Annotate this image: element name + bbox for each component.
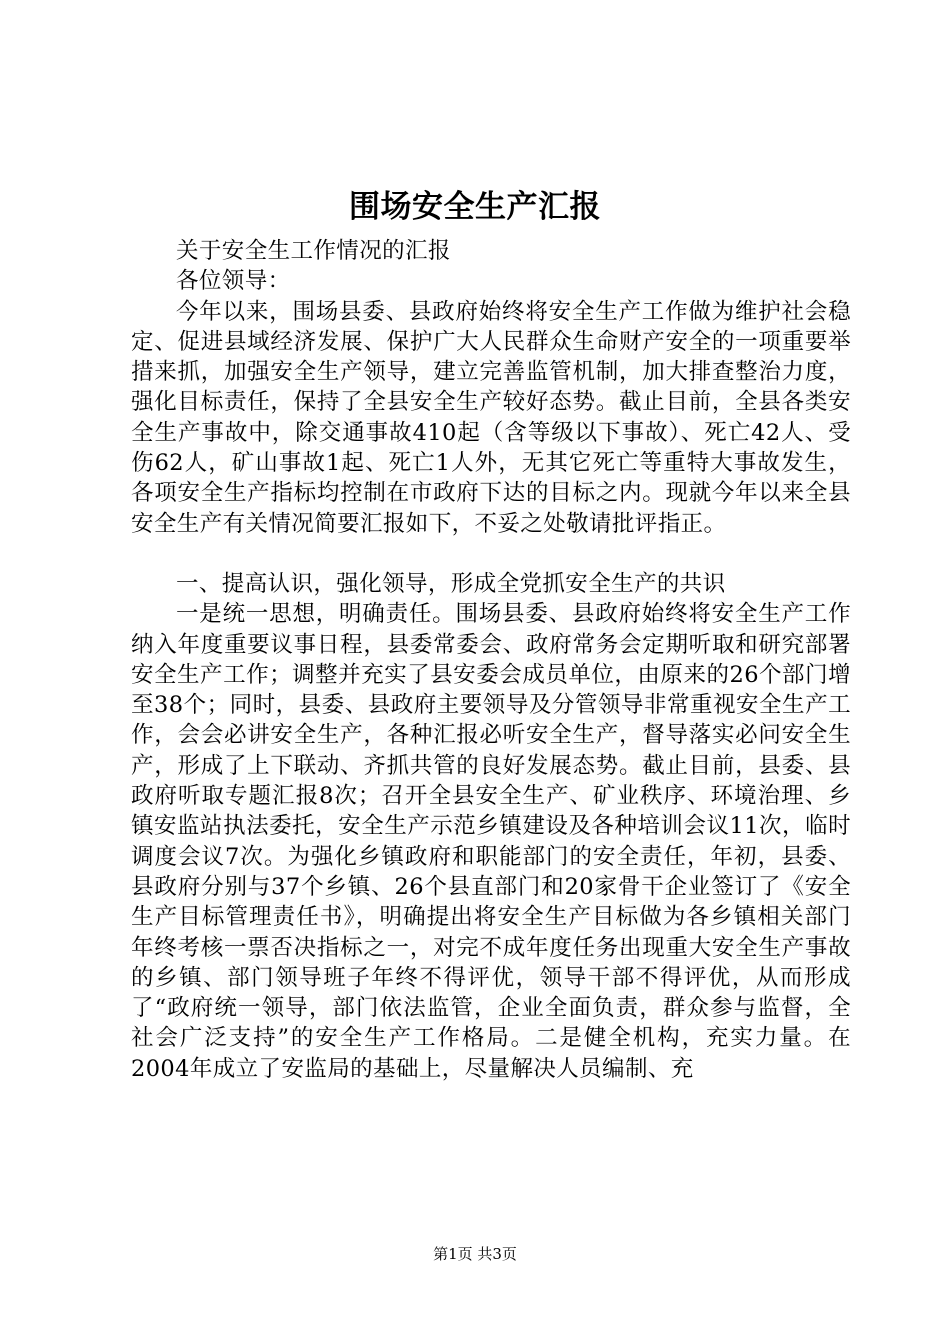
- intro-paragraph: 今年以来，围场县委、县政府始终将安全生产工作做为维护社会稳定、促进县域经济发展、保护广大人民群众生命财产安全的一项重要举措来抓，加强安全生产领导，建立完善监管机制，加大排查整治力度，强化目标责任，保持了全县安全生产较好态势。截止目前，全县各类安全生产事故中，除交通事故410起（含等级以下事故）、死亡42人、受伤62人，矿山事故1起、死亡1人外，无其它死亡等重特大事故发生，各项安全生产指标均控制在市政府下达的目标之内。现就今年以来全县安全生产有关情况简要汇报如下，不妥之处敬请批评指正。: [131, 298, 851, 537]
- section-heading-1: 一、提高认识，强化领导，形成全党抓安全生产的共识: [176, 570, 726, 597]
- report-subtitle: 关于安全生工作情况的汇报: [176, 238, 451, 264]
- document-body: [131, 236, 851, 1084]
- page-footer: 第1页 共3页: [433, 1245, 517, 1263]
- section-1-paragraph: 一是统一思想，明确责任。围场县委、县政府始终将安全生产工作纳入年度重要议事日程，县委常委会、政府常务会定期听取和研究部署安全生产工作；调整并充实了县安委会成员单位，由原来的26个部门增至38个；同时，县委、县政府主要领导及分管领导非常重视安全生产工作，会会必讲安全生产，各种汇报必听安全生产，督导落实必问安全生产，形成了上下联动、齐抓共管的良好发展态势。截止目前，县委、县政府听取专题汇报8次；召开全县安全生产、矿业秩序、环境治理、乡镇安监站执法委托，安全生产示范乡镇建设及各种培训会议11次，临时调度会议7次。为强化乡镇政府和职能部门的安全责任，年初，县委、县政府分别与37个乡镇、26个县直部门和20家骨干企业签订了《安全生产目标管理责任书》，明确提出将安全生产目标做为各乡镇相关部门年终考核一票否决指标之一，对完不成年度任务出现重大安全生产事故的乡镇、部门领导班子年终不得评优，领导干部不得评优，从而形成了“政府统一领导，部门依法监管，企业全面负责，群众参与监督，全社会广泛支持”的安全生产工作格局。二是健全机构，充实力量。在2004年成立了安监局的基础上，尽量解决人员编制、充: [131, 601, 851, 1082]
- document-title: 围场安全生产汇报: [349, 189, 601, 225]
- salutation: 各位领导：: [176, 268, 291, 295]
